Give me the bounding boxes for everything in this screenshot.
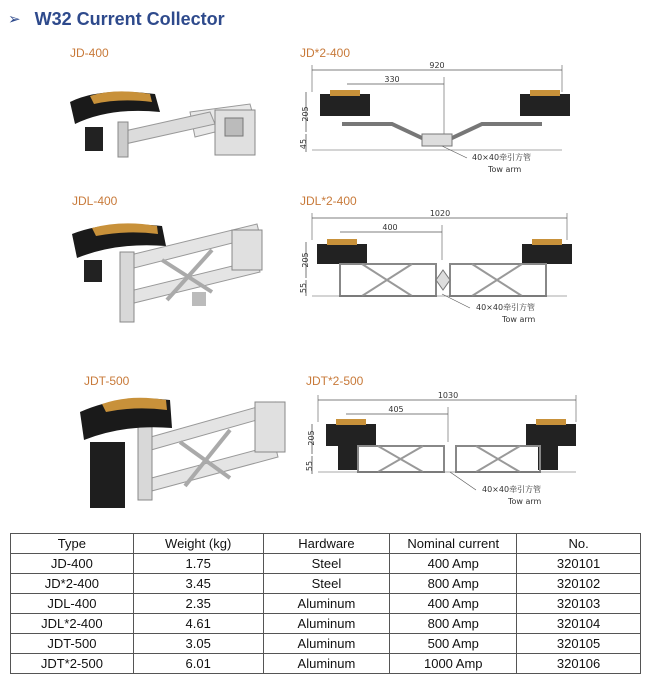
table-cell: 320101	[517, 554, 641, 574]
tow-arm-note-en: Tow arm	[508, 497, 542, 506]
dimension-base: 45	[299, 138, 308, 150]
table-cell: 3.05	[133, 634, 263, 654]
table-cell: 1.75	[133, 554, 263, 574]
table-cell: JDL-400	[11, 594, 134, 614]
table-cell: JDT-500	[11, 634, 134, 654]
product-label-jdl-400: JDL-400	[72, 194, 118, 208]
product-photo-jdt-500	[80, 390, 290, 515]
dimension-height: 205	[307, 430, 316, 446]
tow-arm-note-en: Tow arm	[488, 165, 522, 174]
column-header: Nominal current	[390, 534, 517, 554]
column-header: Type	[11, 534, 134, 554]
drawing-label-jdt-2-500: JDT*2-500	[306, 374, 364, 388]
product-photo-jd-400	[60, 82, 270, 172]
tow-arm-note-cn: 40×40牵引方管	[482, 485, 542, 494]
dimension-offset: 330	[384, 75, 400, 84]
drawing-jdl-2-400	[292, 210, 582, 330]
tow-arm-note-cn: 40×40牵引方管	[472, 153, 532, 162]
drawing-label-jd-2-400: JD*2-400	[300, 46, 351, 60]
table-cell: 2.35	[133, 594, 263, 614]
table-cell: JD-400	[11, 554, 134, 574]
table-cell: 400 Amp	[390, 594, 517, 614]
column-header: No.	[517, 534, 641, 554]
dimension-overall: 1030	[437, 392, 459, 400]
table-cell: JDL*2-400	[11, 614, 134, 634]
table-row	[11, 574, 641, 594]
table-row	[11, 634, 641, 654]
table-cell: JD*2-400	[11, 574, 134, 594]
table-cell: 6.01	[133, 654, 263, 674]
product-label-jdt-500: JDT-500	[84, 374, 130, 388]
table-cell: JDT*2-500	[11, 654, 134, 674]
dimension-offset: 405	[388, 405, 404, 414]
table-cell: 800 Amp	[390, 574, 517, 594]
table-cell: Aluminum	[263, 654, 390, 674]
dimension-overall: 1020	[429, 210, 451, 218]
product-label-jd-400: JD-400	[70, 46, 109, 60]
table-header-row	[11, 534, 641, 554]
dimension-base: 55	[299, 282, 308, 294]
table-cell: 500 Amp	[390, 634, 517, 654]
table-cell: 3.45	[133, 574, 263, 594]
column-header: Hardware	[263, 534, 390, 554]
table-cell: Aluminum	[263, 634, 390, 654]
product-photo-jdl-400	[72, 212, 277, 327]
dimension-overall: 920	[429, 62, 445, 70]
tow-arm-note-en: Tow arm	[502, 315, 536, 324]
table-cell: 400 Amp	[390, 554, 517, 574]
table-cell: 800 Amp	[390, 614, 517, 634]
table-cell: Aluminum	[263, 594, 390, 614]
table-cell: 320105	[517, 634, 641, 654]
spec-table	[10, 533, 641, 674]
table-row	[11, 654, 641, 674]
table-cell: Steel	[263, 554, 390, 574]
drawing-jdt-2-500	[298, 392, 588, 512]
table-cell: 320106	[517, 654, 641, 674]
dimension-height: 205	[301, 106, 310, 122]
table-cell: 320103	[517, 594, 641, 614]
dimension-offset: 400	[382, 223, 398, 232]
page-title: W32 Current Collector	[34, 8, 225, 29]
table-row	[11, 554, 641, 574]
table-row	[11, 614, 641, 634]
table-cell: 1000 Amp	[390, 654, 517, 674]
dimension-height: 205	[301, 252, 310, 268]
table-cell: 320102	[517, 574, 641, 594]
section-header	[8, 6, 225, 32]
drawing-jd-2-400	[292, 62, 578, 180]
table-cell: 320104	[517, 614, 641, 634]
drawing-label-jdl-2-400: JDL*2-400	[300, 194, 357, 208]
dimension-base: 55	[305, 460, 314, 472]
tow-arm-note-cn: 40×40牵引方管	[476, 303, 536, 312]
arrow-bullet-icon: ➢	[8, 10, 21, 28]
table-row	[11, 594, 641, 614]
table-cell: Aluminum	[263, 614, 390, 634]
column-header: Weight (kg)	[133, 534, 263, 554]
table-cell: 4.61	[133, 614, 263, 634]
table-cell: Steel	[263, 574, 390, 594]
